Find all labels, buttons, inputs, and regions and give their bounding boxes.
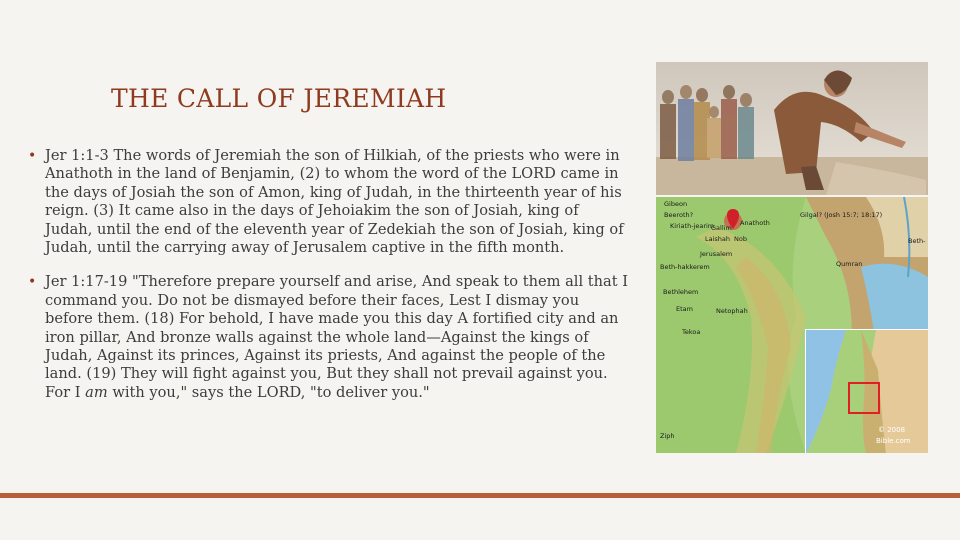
map-label-beth-hakkerem: Beth-hakkerem: [660, 263, 710, 271]
map-label-anathoth: Anathoth: [740, 219, 770, 227]
jeremiah-illustration: [656, 62, 928, 195]
bullet-item: [28, 147, 628, 257]
map-label-etam: Etam: [676, 305, 693, 313]
map-label-beth: Beth-: [908, 237, 926, 245]
map-copyright: © 2008: [878, 426, 906, 434]
illustration-graphic: [656, 62, 928, 195]
bullet-text: [45, 273, 628, 400]
inset-map-graphic: [806, 330, 928, 453]
map-label-tekoa: Tekoa: [682, 328, 701, 336]
map-label-gilgal: Gilgal? (Josh 15:7; 18:17): [800, 211, 883, 219]
map-label-laishah: Laishah: [705, 235, 731, 243]
inset-map: [805, 329, 928, 453]
bullet-emphasis: am: [85, 383, 108, 401]
map-source: Bible.com: [876, 437, 911, 445]
map-label-jerusalem: Jerusalem: [700, 250, 733, 258]
map-of-benjamin: [656, 197, 928, 453]
map-label-ziph: Ziph: [660, 432, 675, 440]
map-label-bethlehem: Bethlehem: [663, 288, 699, 296]
bullet-item: [28, 273, 628, 402]
map-label-beeroth: Beeroth?: [664, 211, 694, 219]
bullet-text-part: Jer 1:17-19 "Therefore prepare yourself and arise, And speak to them all that I command you. Do not be dismayed before their faces, Lest I dismay you before them. (18) For behold, I have made you this day A fortified city and an iron pillar, And bronze walls against the whole land—Against the kings of Judah, Against its princes, Against its priests, And against the people of the land. (19) They will fight against you, But they shall not prevail against you. For I: [45, 273, 629, 401]
bullet-marker: •: [28, 274, 37, 291]
bullet-marker: •: [28, 148, 37, 164]
map-label-netophah: Netophah: [716, 307, 748, 315]
bullet-text-part: with you," says the LORD, "to deliver you.": [107, 383, 430, 401]
slide-title: THE CALL OF JEREMIAH: [111, 84, 447, 113]
bullet-list: [28, 147, 628, 402]
map-label-gibeon: Gibeon: [664, 200, 688, 208]
bullet-text: Jer 1:1-3 The words of Jeremiah the son of Hilkiah, of the priests who were in Anathoth in the land of Benjamin, (2) to whom the word of the LORD came in the days of Josiah the son of Amon, king of Judah, in the thirteenth year of his reign. (3) It came also in the days of Jehoiakim the son of Josiah, king of Judah, until the end of the eleventh year of Zedekiah the son of Josiah, king of Judah, until the carrying away of Jerusalem captive in the fifth month.: [45, 147, 624, 257]
map-label-gallim: Gallim: [711, 224, 732, 232]
map-label-kiriath-jearim: Kiriath-jearim: [670, 222, 715, 230]
map-label-nob: Nob: [734, 235, 747, 243]
bottom-accent-bar: [0, 493, 960, 498]
map-label-qumran: Qumran: [836, 260, 863, 268]
